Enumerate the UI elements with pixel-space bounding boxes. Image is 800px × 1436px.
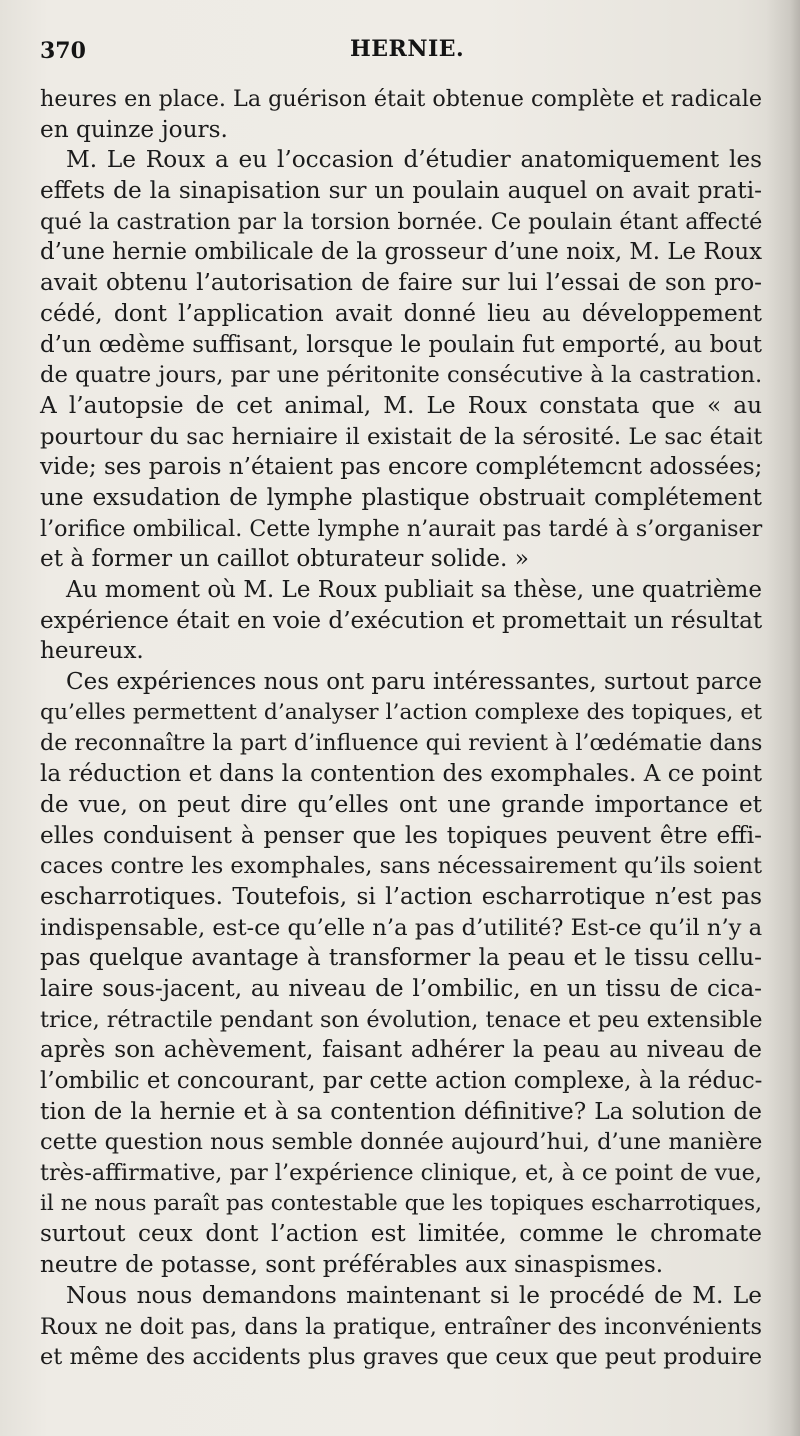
text-line: Roux ne doit pas, dans la pratique, entraîner des inconvénients (40, 1313, 762, 1340)
text-line: avait obtenu l’autorisation de faire sur lui l’essai de son pro- (40, 269, 762, 297)
text-line: il ne nous paraît pas contestable que les topiques escharrotiques, (40, 1190, 762, 1216)
text-line: Ces expériences nous ont paru intéressantes, surtout parce (66, 669, 763, 696)
text-line: après son achèvement, faisant adhérer la peau au niveau de (40, 1036, 762, 1064)
text-line: laire sous-jacent, au niveau de l’ombilic, en un tissu de cica- (40, 974, 762, 1002)
text-line: pourtour du sac herniaire il existait de la sérosité. Le sac était (40, 423, 763, 450)
text-line: qu’elles permettent d’analyser l’action complexe des topiques, et (40, 699, 762, 725)
text-line: de vue, on peut dire qu’elles ont une grande importance et (40, 790, 762, 818)
text-line: Au moment où M. Le Roux publiait sa thèse, une quatrième (66, 577, 762, 603)
text-line: en quinze jours. (40, 115, 228, 143)
text-line: très-affirmative, par l’expérience clinique, et, à ce point de vue, (40, 1160, 762, 1187)
page-header (40, 34, 760, 70)
text-line: heureux. (40, 637, 144, 665)
text-line: effets de la sinapisation sur un poulain auquel on avait prati- (40, 177, 762, 205)
text-line: M. Le Roux a eu l’occasion d’étudier anatomiquement les (66, 146, 762, 174)
page-number: 370 (40, 38, 86, 64)
text-line: cette question nous semble donnée aujourd’hui, d’une manière (40, 1129, 763, 1156)
text-line: vide; ses parois n’étaient pas encore complétemcnt adossées; (40, 454, 763, 481)
text-line: escharrotiques. Toutefois, si l’action escharrotique n’est pas (40, 882, 762, 910)
text-line: A l’autopsie de cet animal, M. Le Roux constata que « au (40, 391, 762, 419)
text-line: caces contre les exomphales, sans nécessairement qu’ils soient (40, 853, 762, 880)
text-line: neutre de potasse, sont préférables aux sinaspismes. (40, 1251, 664, 1279)
text-line: l’ombilic et concourant, par cette action complexe, à la réduc- (40, 1068, 763, 1094)
text-line: elles conduisent à penser que les topiques peuvent être effi- (40, 821, 762, 849)
text-line: Nous nous demandons maintenant si le procédé de M. Le (66, 1281, 762, 1309)
running-title: HERNIE. (350, 36, 465, 62)
text-line: indispensable, est-ce qu’elle n’a pas d’utilité? Est-ce qu’il n’y a (40, 914, 763, 941)
text-line: l’orifice ombilical. Cette lymphe n’aurait pas tardé à s’organiser (40, 515, 763, 542)
text-line: heures en place. La guérison était obtenue complète et radicale (40, 86, 762, 112)
text-line: de reconnaître la part d’influence qui revient à l’œdématie dans (40, 730, 763, 757)
body-text (40, 84, 762, 1373)
text-line: tion de la hernie et à sa contention définitive? La solution de (40, 1097, 762, 1125)
text-line: trice, rétractile pendant son évolution, tenace et peu extensible (40, 1006, 763, 1033)
text-line: d’un œdème suffisant, lorsque le poulain fut emporté, au bout (40, 331, 762, 358)
text-line: qué la castration par la torsion bornée. Ce poulain étant affecté (40, 208, 763, 235)
text-line: pas quelque avantage à transformer la peau et le tissu cellu- (40, 944, 762, 972)
text-line: et même des accidents plus graves que ceux que peut produire (40, 1344, 762, 1371)
text-line: cédé, dont l’application avait donné lieu au développement (40, 299, 762, 327)
text-line: la réduction et dans la contention des exomphales. A ce point (40, 761, 762, 788)
text-line: et à former un caillot obturateur solide. » (40, 545, 529, 573)
text-line: expérience était en voie d’exécution et promettait un résultat (40, 607, 763, 634)
text-line: de quatre jours, par une péritonite consécutive à la castration. (40, 362, 763, 389)
text-line: d’une hernie ombilicale de la grosseur d’une noix, M. Le Roux (40, 239, 762, 266)
page-edge-shadow (766, 0, 800, 1436)
text-line: surtout ceux dont l’action est limitée, comme le chromate (40, 1220, 762, 1248)
text-line: une exsudation de lymphe plastique obstruait complétement (40, 483, 762, 511)
